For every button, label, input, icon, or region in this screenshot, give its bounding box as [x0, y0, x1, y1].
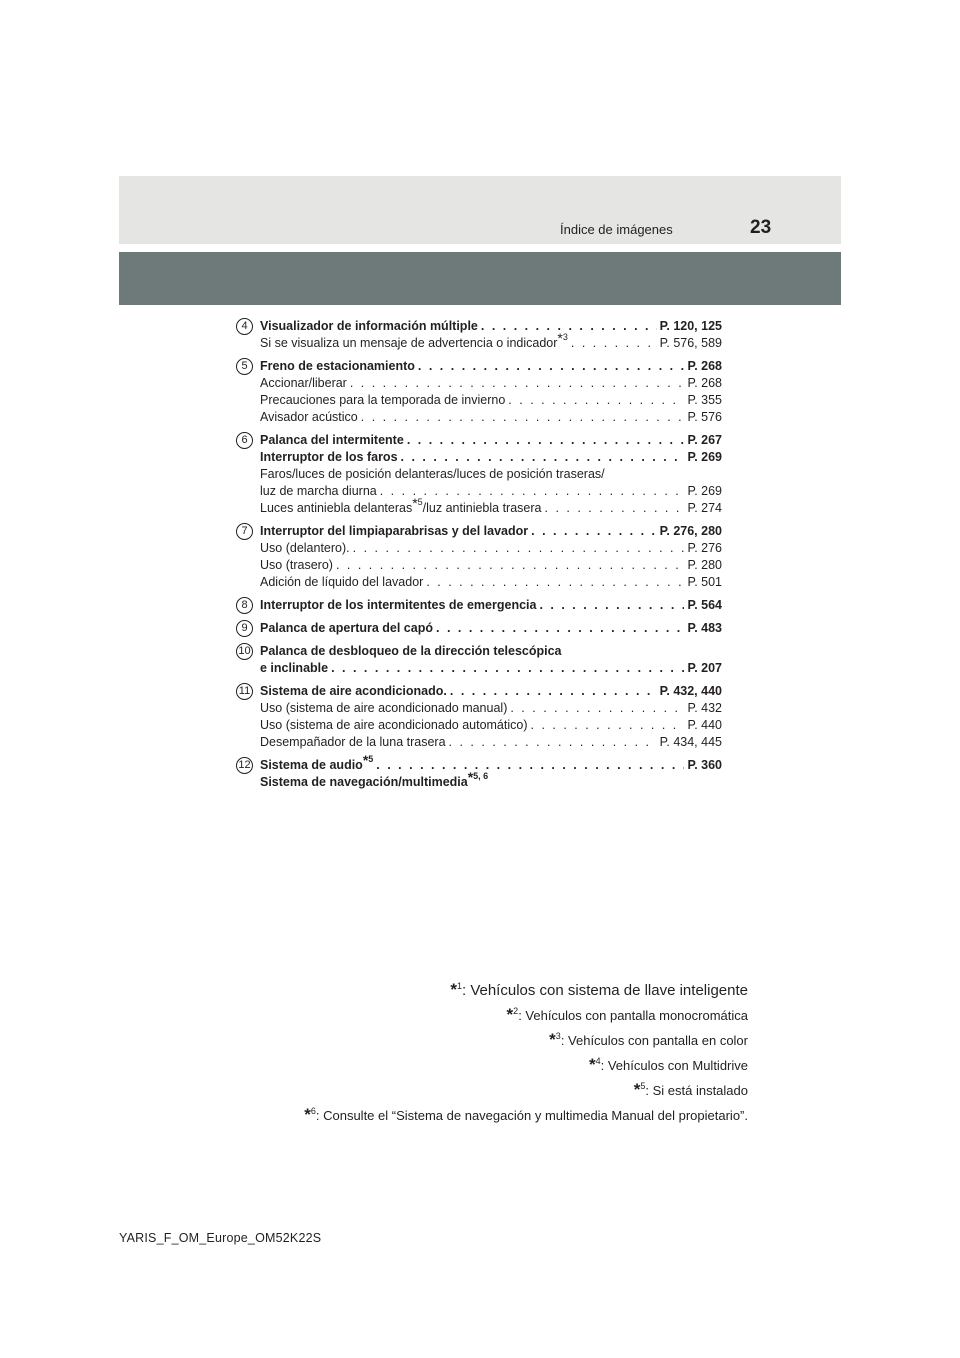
dot-leader — [449, 734, 657, 751]
index-entry[interactable] — [260, 597, 722, 614]
header-band-dark — [119, 252, 841, 305]
page-reference[interactable]: P. 207 — [687, 661, 722, 675]
entry-label: Interruptor de los intermitentes de emergencia — [260, 598, 537, 612]
entry-label: Uso (delantero). — [260, 541, 350, 555]
entry-label: Sistema de audio$^{*^5}$ — [260, 752, 374, 772]
footnote-item — [304, 1101, 748, 1126]
entry-label: Sistema de navegación/multimedia$^{*^{5, 6}}$ — [260, 769, 489, 789]
entry-label: Faros/luces de posición delanteras/luces de posición traseras/ — [260, 467, 605, 481]
footnote-text: : Vehículos con sistema de llave inteligente — [461, 982, 748, 999]
index-entry[interactable] — [260, 358, 722, 375]
index-section-7 — [236, 523, 722, 591]
footnote-text: : Consulte el “Sistema de navegación y multimedia Manual del propietario”. — [315, 1108, 748, 1123]
entry-label: Adición de líquido del lavador — [260, 575, 424, 589]
picture-index-list — [236, 318, 722, 791]
entry-label: Accionar/liberar — [260, 376, 347, 390]
page-reference[interactable]: P. 360 — [687, 758, 722, 772]
asterisk-mark: * — [633, 1080, 641, 1099]
header-band-light — [119, 176, 841, 244]
page-reference[interactable]: P. 280 — [687, 558, 722, 572]
dot-leader — [571, 335, 657, 352]
entry-label: Freno de estacionamiento — [260, 359, 415, 373]
item-number-badge: 6 — [236, 432, 253, 449]
page-reference[interactable]: P. 269 — [687, 450, 722, 464]
entry-label: Palanca del intermitente — [260, 433, 404, 447]
entry-label: Luces antiniebla delanteras$^{*^5}$/luz antiniebla trasera — [260, 495, 542, 515]
item-number-badge: 10 — [236, 643, 253, 660]
asterisk-mark: * — [450, 980, 457, 999]
footnote-item — [304, 1051, 748, 1076]
footnote-number: 3 — [555, 1031, 561, 1041]
document-code: YARIS_F_OM_Europe_OM52K22S — [119, 1231, 322, 1245]
footnote-ref: *3 — [557, 330, 568, 346]
footnote-item — [304, 1001, 748, 1026]
page-reference[interactable]: P. 268 — [687, 376, 722, 390]
dot-leader — [436, 620, 684, 637]
dot-leader — [545, 500, 685, 517]
index-entry[interactable] — [260, 620, 722, 637]
index-entry[interactable] — [260, 375, 722, 392]
dot-leader — [481, 318, 657, 335]
item-number-badge: 7 — [236, 523, 253, 540]
index-entry[interactable] — [260, 752, 722, 774]
asterisk-mark: * — [549, 1030, 556, 1049]
page-reference[interactable]: P. 274 — [687, 501, 722, 515]
footnote-number: 2 — [513, 1006, 519, 1016]
index-entry[interactable] — [260, 717, 722, 734]
index-entry[interactable] — [260, 523, 722, 540]
dot-leader — [336, 557, 685, 574]
footnote-number: 4 — [595, 1056, 601, 1066]
index-entry[interactable] — [260, 392, 722, 409]
entry-label: Uso (sistema de aire acondicionado automático) — [260, 718, 528, 732]
footnote-text: : Vehículos con pantalla monocromática — [518, 1008, 748, 1023]
footnote-number: 1 — [456, 981, 462, 991]
dot-leader — [361, 409, 685, 426]
entry-label: Visualizador de información múltiple — [260, 319, 478, 333]
dot-leader — [508, 392, 684, 409]
page-reference[interactable]: P. 501 — [687, 575, 722, 589]
item-number-badge: 8 — [236, 597, 253, 614]
index-entry[interactable] — [260, 495, 722, 517]
index-entry[interactable] — [260, 540, 722, 557]
footnote-text: : Vehículos con Multidrive — [600, 1058, 748, 1073]
entry-label: Precauciones para la temporada de invierno — [260, 393, 506, 407]
index-entry[interactable] — [260, 683, 722, 700]
index-entry[interactable] — [260, 330, 722, 352]
index-entry[interactable] — [260, 734, 722, 751]
dot-leader — [350, 375, 685, 392]
footnote-number: 5 — [640, 1081, 646, 1091]
footnote-ref: *5, 6 — [467, 769, 489, 785]
asterisk-mark: * — [304, 1105, 311, 1124]
footnote-text: : Vehículos con pantalla en color — [560, 1033, 748, 1048]
index-section-10 — [236, 643, 722, 677]
dot-leader — [407, 432, 685, 449]
page-reference[interactable]: P. 576, 589 — [659, 336, 722, 350]
index-entry[interactable] — [260, 660, 722, 677]
index-entry[interactable] — [260, 449, 722, 466]
page-reference[interactable]: P. 432 — [687, 701, 722, 715]
footnote-item — [304, 1076, 748, 1101]
footnote-ref: *5 — [412, 495, 423, 511]
page-reference[interactable]: P. 432, 440 — [659, 684, 722, 698]
dot-leader — [539, 597, 684, 614]
index-section-4 — [236, 318, 722, 352]
index-section-5 — [236, 358, 722, 426]
dot-leader — [450, 683, 657, 700]
dot-leader — [531, 523, 657, 540]
entry-label: e inclinable — [260, 661, 329, 675]
index-entry[interactable] — [260, 483, 722, 500]
index-entry[interactable] — [260, 557, 722, 574]
entry-label: Sistema de aire acondicionado. — [260, 684, 447, 698]
entry-label: Uso (trasero) — [260, 558, 333, 572]
index-entry[interactable] — [260, 643, 722, 660]
page-reference[interactable]: P. 434, 445 — [659, 735, 722, 749]
index-section-12 — [236, 752, 722, 791]
entry-label: Avisador acústico — [260, 410, 358, 424]
page-reference[interactable]: P. 268 — [687, 359, 722, 373]
page-reference[interactable]: P. 440 — [687, 718, 722, 732]
index-entry[interactable] — [260, 432, 722, 449]
page-reference[interactable]: P. 267 — [687, 433, 722, 447]
page-number: 23 — [750, 217, 772, 238]
entry-label: Palanca de apertura del capó — [260, 621, 433, 635]
item-number-badge: 4 — [236, 318, 253, 335]
entry-label: Interruptor del limpiaparabrisas y del lavador — [260, 524, 529, 538]
page-reference[interactable]: P. 355 — [687, 393, 722, 407]
dot-leader — [376, 757, 684, 774]
index-section-11 — [236, 683, 722, 751]
footnotes — [304, 976, 748, 1126]
index-entry[interactable] — [260, 574, 722, 591]
page-reference[interactable]: P. 276 — [687, 541, 722, 555]
item-number-badge: 5 — [236, 358, 253, 375]
item-number-badge: 9 — [236, 620, 253, 637]
index-entry[interactable] — [260, 466, 722, 483]
entry-label: Uso (sistema de aire acondicionado manual) — [260, 701, 508, 715]
dot-leader — [418, 358, 685, 375]
section-title: Índice de imágenes — [560, 222, 673, 237]
dot-leader — [401, 449, 685, 466]
page-reference[interactable]: P. 269 — [687, 484, 722, 498]
entry-label: Palanca de desbloqueo de la dirección telescópica — [260, 644, 562, 658]
index-entry[interactable] — [260, 700, 722, 717]
asterisk-mark: * — [588, 1055, 596, 1074]
index-section-9 — [236, 620, 722, 637]
footnote-item — [304, 1026, 748, 1051]
dot-leader — [380, 483, 685, 500]
dot-leader — [353, 540, 685, 557]
dot-leader — [510, 700, 684, 717]
entry-label: Interruptor de los faros — [260, 450, 398, 464]
footnote-number: 6 — [310, 1106, 316, 1116]
index-entry[interactable] — [260, 318, 722, 335]
dot-leader — [426, 574, 684, 591]
entry-label: luz de marcha diurna — [260, 484, 377, 498]
index-entry[interactable] — [260, 769, 722, 791]
page-reference[interactable]: P. 276, 280 — [659, 524, 722, 538]
dot-leader — [331, 660, 684, 677]
index-entry[interactable] — [260, 409, 722, 426]
entry-label: Si se visualiza un mensaje de advertencia o indicador$^{*^3}$ — [260, 330, 568, 350]
page-reference[interactable]: P. 120, 125 — [659, 319, 722, 333]
index-section-6 — [236, 432, 722, 517]
page-reference[interactable]: P. 564 — [687, 598, 722, 612]
item-number-badge: 12 — [236, 757, 253, 774]
page-reference[interactable]: P. 483 — [687, 621, 722, 635]
footnote-ref: *5 — [362, 752, 374, 768]
index-section-8 — [236, 597, 722, 614]
item-number-badge: 11 — [236, 683, 253, 700]
page-reference[interactable]: P. 576 — [687, 410, 722, 424]
footnote-item — [304, 976, 748, 1001]
dot-leader — [531, 717, 685, 734]
asterisk-mark: * — [506, 1005, 514, 1024]
entry-label: Desempañador de la luna trasera — [260, 735, 446, 749]
footnote-text: : Si está instalado — [645, 1083, 748, 1098]
